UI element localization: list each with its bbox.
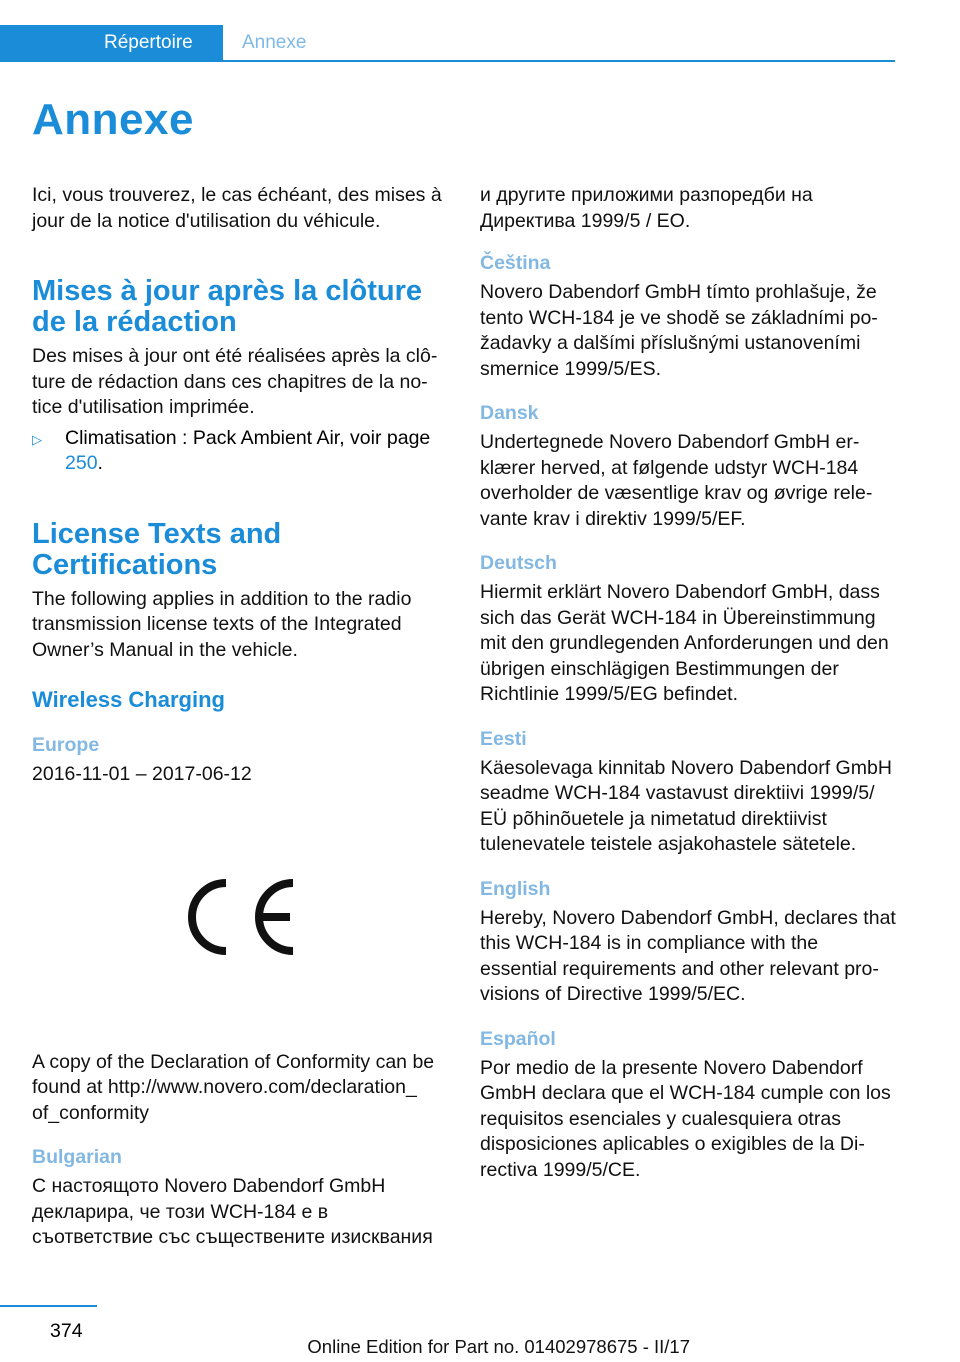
english-heading: English bbox=[480, 877, 551, 900]
eesti-heading: Eesti bbox=[480, 727, 527, 750]
espanol-heading: Español bbox=[480, 1027, 556, 1050]
tab-repertoire[interactable]: Répertoire bbox=[0, 25, 223, 60]
ce-mark-container bbox=[32, 788, 450, 1050]
deutsch-heading: Deutsch bbox=[480, 552, 557, 574]
update-item-end: . bbox=[97, 452, 103, 474]
bulgarian-continuation: и другите приложими разпоредби на Директива 1999/5 / ЕО. bbox=[480, 184, 813, 232]
europe-heading: Europe bbox=[32, 734, 100, 756]
page-number: 374 bbox=[50, 1320, 83, 1342]
page-250-link[interactable]: 250 bbox=[65, 452, 98, 474]
cestina-heading: Čeština bbox=[480, 252, 551, 274]
espanol-paragraph: Por medio de la presente Novero Dabendorf GmbH declara que el WCH-184 cumple con los requisitos esenciales y cualesquiera otras disposiciones aplicables o exigibles de la Directiva 1999/5/CE. bbox=[480, 1056, 891, 1181]
update-list-item-text bbox=[65, 426, 450, 477]
bulgarian-paragraph: С настоящото Novero Dabendorf GmbH декларира, че този WCH-184 е в съответствие със съществените изисквания bbox=[32, 1175, 433, 1248]
date-range: 2016-11-01 – 2017-06-12 bbox=[32, 763, 252, 785]
update-list-item bbox=[32, 426, 450, 477]
updates-heading: Mises à jour après la clôture de la rédaction bbox=[32, 275, 423, 338]
deutsch-paragraph: Hiermit erklärt Novero Dabendorf GmbH, dass sich das Gerät WCH-184 in Übereinstimmung mit den grundlegenden Anforderungen und den übrigen einschlägigen Bestimmungen der Richtlinie 1999/5/EG befindet. bbox=[480, 581, 889, 705]
chapter-tab-bar bbox=[0, 25, 895, 62]
right-column bbox=[480, 183, 900, 1183]
license-heading: License Texts and Certifications bbox=[32, 517, 282, 581]
declaration-paragraph: A copy of the Declaration of Conformity can be found at http://www.novero.com/declaration_ of_conformity bbox=[32, 1050, 435, 1124]
updates-paragraph: Des mises à jour ont été réalisées après la clôture de rédaction dans ces chapitres de la notice d'utilisation imprimée. bbox=[32, 345, 438, 418]
eesti-paragraph: Käesolevaga kinnitab Novero Dabendorf GmbH seadme WCH-184 vastavust direktiivi 1999/5/ EÜ põhinõuetele ja nimetatud direktiivist tulenevatele teistele asjakohastele sätetele. bbox=[480, 756, 892, 855]
english-paragraph: Hereby, Novero Dabendorf GmbH, declares that this WCH-184 is in compliance with the essential requirements and other relevant provisions of Directive 1999/5/EC. bbox=[480, 906, 896, 1005]
cestina-paragraph: Novero Dabendorf GmbH tímto prohlašuje, že tento WCH-184 je ve shodě se základními požadavky a dalšími příslušnými ustanoveními smernice 1999/5/ES. bbox=[480, 281, 878, 380]
license-paragraph: The following applies in addition to the radio transmission license texts of the Integrated Owner’s Manual in the vehicle. bbox=[32, 587, 412, 661]
edition-footer: Online Edition for Part no. 01402978675 - II/17 bbox=[307, 1336, 690, 1357]
triangle-bullet-icon: ▷ bbox=[32, 431, 42, 447]
dansk-heading: Dansk bbox=[480, 402, 539, 424]
left-column bbox=[32, 183, 450, 1251]
wireless-charging-heading: Wireless Charging bbox=[32, 687, 225, 712]
page-title: Annexe bbox=[32, 95, 194, 144]
bulgarian-heading: Bulgarian bbox=[32, 1146, 122, 1168]
intro-paragraph: Ici, vous trouverez, le cas échéant, des mises à jour de la notice d'utilisation du véhicule. bbox=[32, 184, 442, 232]
page-number-rule bbox=[0, 1305, 97, 1307]
update-item-label: Climatisation : Pack Ambient Air, voir page bbox=[65, 426, 431, 449]
tab-annexe[interactable]: Annexe bbox=[242, 32, 307, 53]
ce-mark-icon bbox=[178, 876, 300, 958]
dansk-paragraph: Undertegnede Novero Dabendorf GmbH erklærer herved, at følgende udstyr WCH-184 overholder de væsentlige krav og øvrige relevante krav i direktiv 1999/5/EF. bbox=[480, 431, 873, 530]
